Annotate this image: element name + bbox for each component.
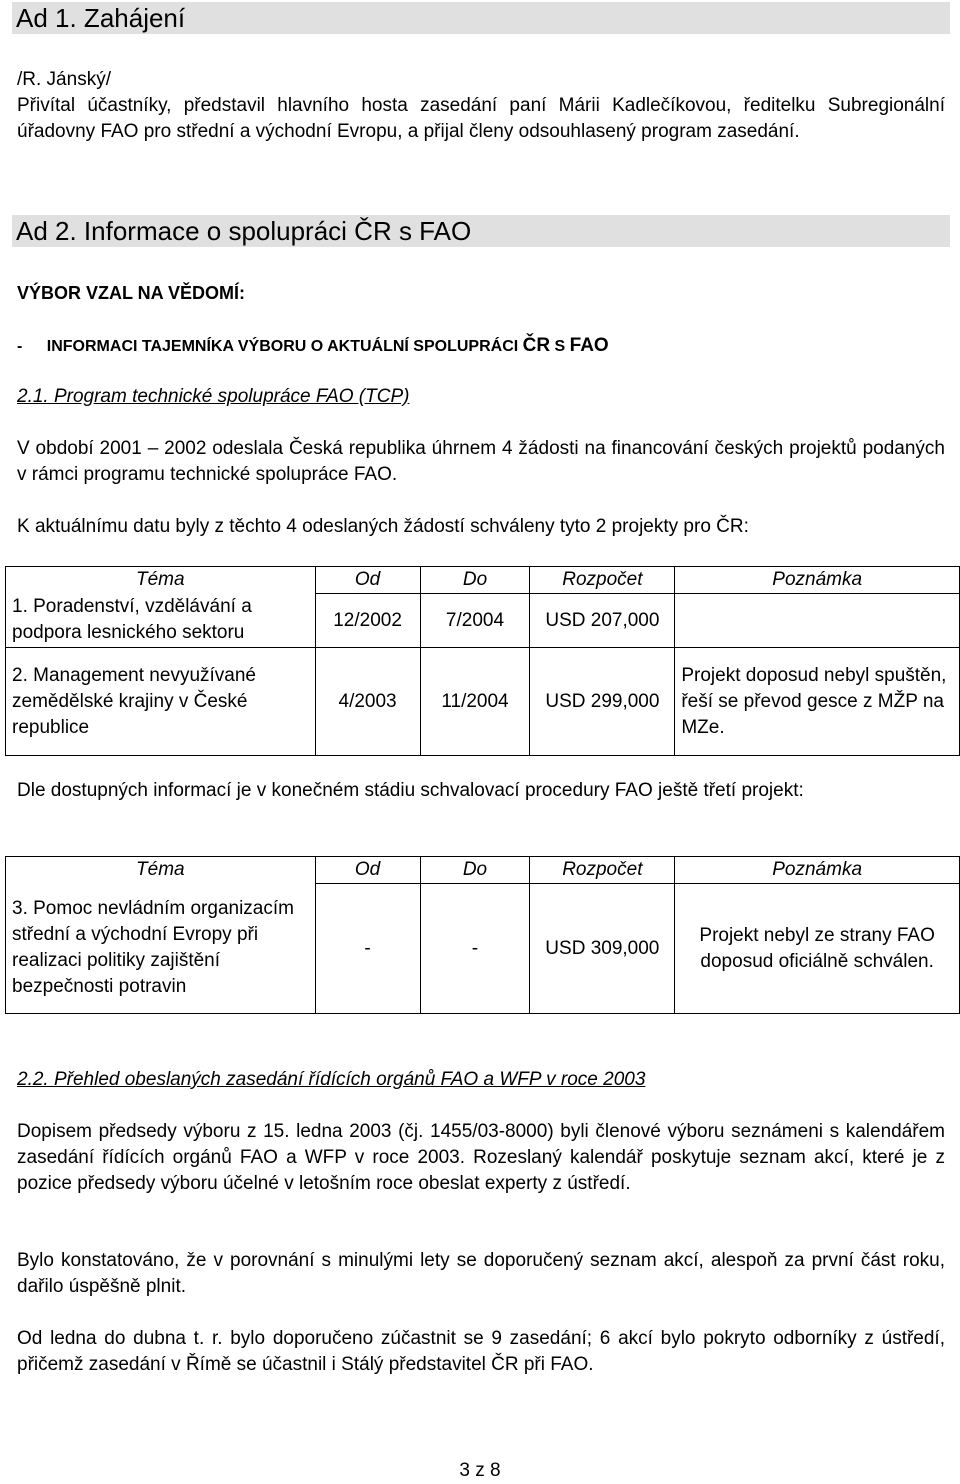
cell-rozpocet: USD 299,000 [530, 648, 675, 756]
header-rozpocet: Rozpočet [530, 567, 675, 594]
cell-od: 4/2003 [315, 648, 420, 756]
page-number: 3 z 8 [459, 1460, 501, 1481]
subsection-title-2-2: 2.2. Přehled obeslaných zasedání řídících orgánů FAO a WFP v roce 2003 [17, 1069, 646, 1090]
paragraph-tcp-period: V období 2001 – 2002 odeslala Česká republika úhrnem 4 žádosti na financování českých projektů podaných v rámci programu technické spolupráce FAO. [17, 438, 945, 485]
bullet-cr: ČR [522, 335, 551, 356]
cell-poznamka: Projekt nebyl ze strany FAO doposud oficiálně schválen. [675, 884, 960, 1014]
paragraph-third-project: Dle dostupných informací je v konečném stádiu schvalovací procedury FAO ještě třetí projekt: [17, 780, 804, 801]
paragraph-letter: Dopisem předsedy výboru z 15. ledna 2003 (čj. 1455/03-8000) byli členové výboru seznámeni s kalendářem zasedání řídících orgánů FAO a WFP v roce 2003. Rozeslaný kalendář poskytuje seznam akcí, které je z pozice předsedy výboru účelné v letošním roce obeslat experty z ústředí. [17, 1121, 945, 1194]
header-poznamka: Poznámka [675, 857, 960, 884]
header-poznamka: Poznámka [675, 567, 960, 594]
bullet-fao: FAO [569, 335, 609, 356]
paragraph-comparison: Bylo konstatováno, že v porovnání s minulými lety se doporučený seznam akcí, alespoň za první část roku, dařilo úspěšně plnit. [17, 1250, 945, 1297]
noted-bullet [17, 333, 609, 360]
subsection-title-2-1: 2.1. Program technické spolupráce FAO (TCP) [17, 386, 410, 407]
cell-tema: 3. Pomoc nevládním organizacím střední a východní Evropy při realizaci politiky zajištění bezpečnosti potravin [6, 884, 316, 1014]
table-header-row [6, 857, 960, 884]
paragraph-opening: Přivítal účastníky, představil hlavního hosta zasedání paní Márii Kadlečíkovou, ředitelku Subregionální úřadovny FAO pro střední a východní Evropu, a přijal členy odsouhlasený program zasedání. [17, 95, 945, 142]
cell-rozpocet: USD 309,000 [530, 884, 675, 1014]
cell-do: 7/2004 [420, 594, 530, 648]
section-heading-2: Ad 2. Informace o spolupráci ČR s FAO [12, 215, 950, 247]
header-od: Od [315, 567, 420, 594]
cell-tema: 2. Management nevyužívané zemědělské krajiny v České republice [6, 648, 316, 756]
table-row [6, 648, 960, 756]
header-od: Od [315, 857, 420, 884]
cell-poznamka: Projekt doposud nebyl spuštěn, řeší se převod gesce z MŽP na MZe. [675, 648, 960, 756]
cell-do: 11/2004 [420, 648, 530, 756]
bullet-dash: - [17, 338, 27, 355]
paragraph-meetings: Od ledna do dubna t. r. bylo doporučeno zúčastnit se 9 zasedání; 6 akcí bylo pokryto odborníky z ústředí, přičemž zasedání v Římě se účastnil i Stálý představitel ČR při FAO. [17, 1328, 945, 1375]
author-note: /R. Jánský/ [17, 69, 111, 90]
pending-project-table [5, 856, 960, 1014]
header-tema: Téma [6, 567, 316, 594]
cell-tema: 1. Poradenství, vzdělávání a podpora lesnického sektoru [6, 594, 316, 648]
header-rozpocet: Rozpočet [530, 857, 675, 884]
bullet-text: INFORMACI TAJEMNÍKA VÝBORU O AKTUÁLNÍ SPOLUPRÁCI [46, 338, 523, 355]
cell-rozpocet: USD 207,000 [530, 594, 675, 648]
cell-od: 12/2002 [315, 594, 420, 648]
approved-projects-table [5, 566, 960, 756]
table-header-row [6, 567, 960, 594]
header-do: Do [420, 567, 530, 594]
committee-noted-label: VÝBOR VZAL NA VĚDOMÍ: [17, 283, 246, 303]
cell-poznamka [675, 594, 960, 648]
paragraph-approved-projects: K aktuálnímu datu byly z těchto 4 odeslaných žádostí schváleny tyto 2 projekty pro ČR: [17, 516, 749, 537]
header-tema: Téma [6, 857, 316, 884]
cell-od: - [315, 884, 420, 1014]
header-do: Do [420, 857, 530, 884]
bullet-s: S [550, 338, 570, 355]
table-row [6, 884, 960, 1014]
cell-do: - [420, 884, 530, 1014]
section-heading-1: Ad 1. Zahájení [12, 2, 950, 34]
table-row [6, 594, 960, 648]
